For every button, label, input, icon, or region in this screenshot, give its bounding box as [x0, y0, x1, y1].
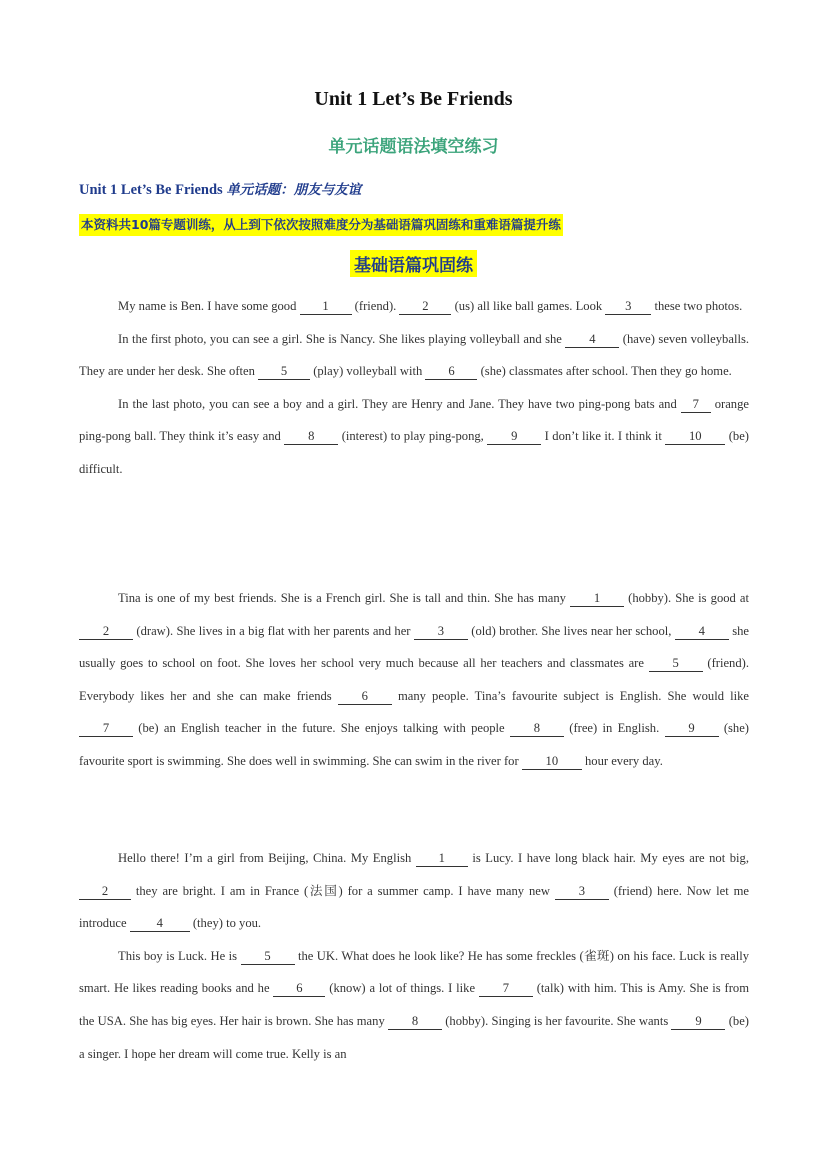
text-run: (friend). Everybody likes her and she can make friends	[79, 656, 749, 703]
answer-blank: 3	[605, 299, 651, 315]
answer-blank: 8	[510, 721, 564, 737]
document-title: Unit 1 Let’s Be Friends	[314, 88, 513, 110]
answer-blank: 6	[273, 981, 325, 997]
text-run: (be) difficult.	[79, 429, 749, 476]
text-run: (be) a singer. I hope her dream will come true. Kelly is an	[79, 1013, 749, 1061]
text-run: (she) favourite sport is swimming. She does well in swimming. She can swim in the river for	[79, 721, 750, 768]
text-run: orange ping-pong ball. They think it’s easy and	[79, 396, 749, 444]
answer-blank: 9	[665, 721, 719, 737]
text-run: (draw). She lives in a big flat with her parents and her	[133, 623, 414, 638]
section-title: 基础语篇巩固练	[350, 250, 477, 277]
text-run: (be) an English teacher in the future. She enjoys talking with people	[133, 721, 510, 736]
answer-blank: 4	[675, 624, 729, 640]
answer-blank: 2	[79, 884, 131, 900]
answer-blank: 1	[416, 851, 468, 867]
text-run: (free) in English.	[563, 721, 665, 736]
answer-blank: 3	[414, 624, 468, 640]
text-run: I don’t like it. I think it	[541, 429, 666, 444]
answer-blank: 10	[665, 429, 725, 445]
text-run: (they) to you.	[189, 916, 262, 931]
answer-blank: 6	[425, 364, 477, 380]
text-run: (hobby). She is good at	[624, 591, 749, 605]
unit-topic-line	[79, 178, 361, 199]
text-run: (old) brother. She lives near her school,	[467, 623, 675, 638]
answer-blank: 5	[241, 949, 295, 965]
document-subtitle: 单元话题语法填空练习	[328, 137, 499, 157]
paragraph	[79, 388, 749, 486]
text-run: (play) volleyball with	[310, 364, 426, 379]
passage-1	[79, 290, 749, 486]
text-run: they are bright. I am in France (法国) for a summer camp. I have many new	[131, 883, 555, 898]
passage-2	[79, 582, 749, 778]
text-run: hour every day.	[581, 753, 663, 768]
unit-topic-cn: 单元话题：朋友与友谊	[226, 182, 362, 198]
answer-blank: 7	[79, 721, 133, 737]
paragraph	[79, 582, 749, 778]
text-run: (friend) here. Now let me introduce	[79, 883, 749, 931]
text-run: My name is Ben. I have some good	[118, 299, 300, 313]
answer-blank: 2	[399, 299, 451, 315]
text-run: (hobby). Singing is her favourite. She wants	[441, 1013, 672, 1028]
text-run: is Lucy. I have long black hair. My eyes are not big,	[467, 851, 749, 865]
text-run: (she) classmates after school. Then they go home.	[477, 364, 732, 379]
text-run: many people. Tina’s favourite subject is English. She would like	[391, 688, 749, 703]
text-run: she usually goes to school on foot. She loves her school very much because all her teachers and classmates are	[79, 623, 749, 671]
text-run: (talk) with him. This is Amy. She is from the USA. She has big eyes. Her hair is brown. She has many	[79, 981, 750, 1028]
paragraph	[79, 940, 749, 1070]
text-run: (know) a lot of things. I like	[325, 981, 479, 996]
paragraph	[79, 323, 749, 388]
answer-blank: 10	[522, 754, 582, 770]
text-run: (us) all like ball games. Look	[451, 299, 606, 313]
paragraph	[79, 842, 749, 940]
text-run: Hello there! I’m a girl from Beijing, China. My English	[118, 851, 416, 865]
paragraph	[79, 290, 749, 323]
answer-blank: 2	[79, 624, 133, 640]
text-run: Tina is one of my best friends. She is a French girl. She is tall and thin. She has many	[118, 591, 571, 605]
text-run: This boy is Luck. He is	[118, 948, 241, 963]
text-run: (interest) to play ping-pong,	[338, 429, 488, 444]
answer-blank: 1	[300, 299, 352, 315]
answer-blank: 6	[338, 689, 392, 705]
unit-topic-en: Unit 1 Let’s Be Friends	[79, 182, 227, 198]
text-run: In the last photo, you can see a boy and a girl. They are Henry and Jane. They have two ping-pong bats and	[118, 396, 681, 411]
answer-blank: 4	[130, 916, 190, 932]
text-run: the UK. What does he look like? He has some freckles (雀斑) on his face. Luck is really smart. He likes reading books and he	[79, 948, 750, 996]
answer-blank: 1	[570, 591, 624, 607]
answer-blank: 9	[487, 429, 541, 445]
answer-blank: 7	[479, 981, 533, 997]
text-run: In the first photo, you can see a girl. She is Nancy. She likes playing volleyball and she	[118, 331, 566, 346]
answer-blank: 4	[565, 332, 619, 348]
answer-blank: 5	[258, 364, 310, 380]
answer-blank: 8	[284, 429, 338, 445]
answer-blank: 7	[681, 397, 711, 413]
answer-blank: 5	[649, 656, 703, 672]
answer-blank: 8	[388, 1014, 442, 1030]
text-run: (have) seven volleyballs. They are under her desk. She often	[79, 331, 749, 379]
section-heading	[0, 250, 827, 277]
passage-3	[79, 842, 749, 1070]
answer-blank: 9	[671, 1014, 725, 1030]
highlighted-notice: 本资料共10篇专题训练，从上到下依次按照难度分为基础语篇巩固练和重难语篇提升练	[79, 214, 563, 236]
text-run: these two photos.	[651, 299, 743, 313]
text-run: (friend).	[351, 299, 400, 313]
answer-blank: 3	[555, 884, 609, 900]
